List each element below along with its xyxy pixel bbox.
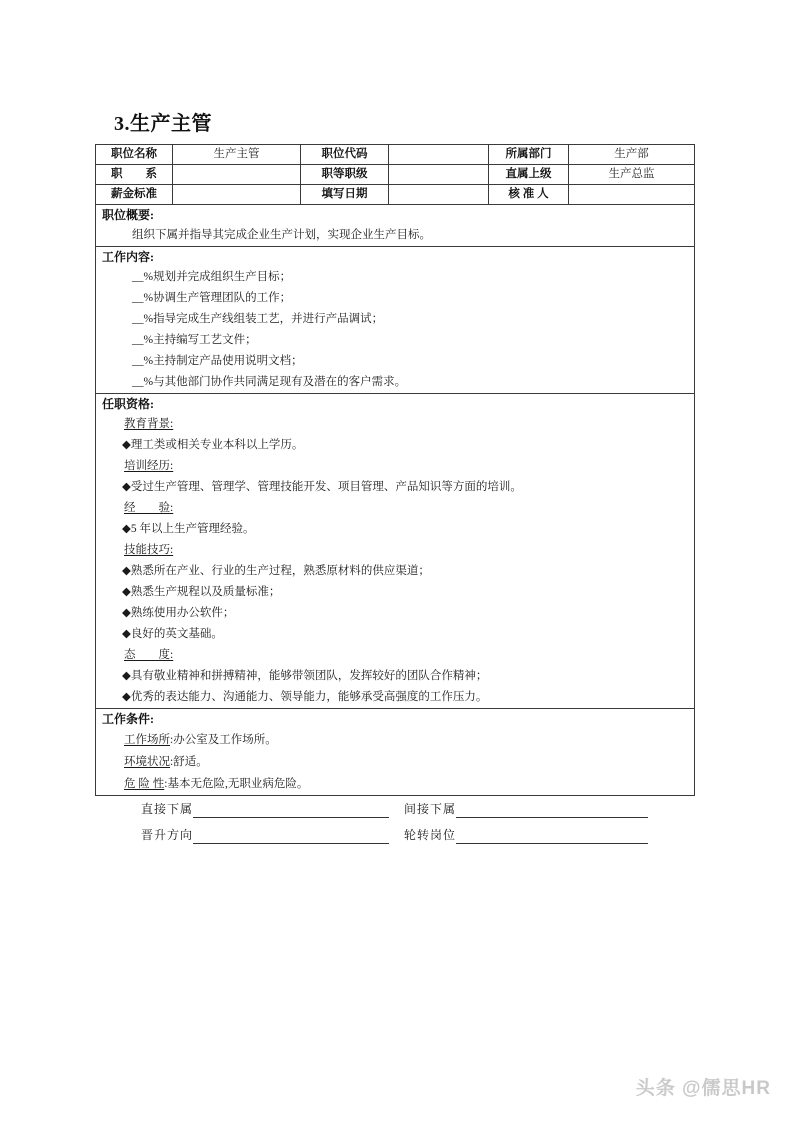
work-condition-environment: 环境状况:舒适。 [124, 756, 208, 768]
cell-label-approver: 核 准 人 [489, 185, 569, 205]
cell-label-job-family: 职 系 [96, 165, 173, 185]
field-rotation-position[interactable] [404, 826, 648, 844]
cell-value-position-code[interactable] [389, 145, 489, 165]
cell-value-job-family[interactable] [173, 165, 301, 185]
qualification-bullet: ◆熟悉生产规程以及质量标准； [122, 586, 281, 598]
qualification-subheading-attitude: 态 度: [124, 649, 174, 661]
qualification-subheading-experience: 经 验: [124, 502, 174, 514]
field-direct-reports[interactable] [141, 800, 389, 818]
direct-reports-label: 直接下属 [141, 802, 194, 816]
duty-item: __%指导完成生产线组装工艺，并进行产品调试； [132, 313, 384, 325]
qualification-bullet: ◆良好的英文基础。 [122, 628, 223, 640]
promotion-path-input[interactable] [193, 830, 389, 844]
indirect-reports-input[interactable] [456, 804, 648, 818]
qualifications-heading: 任职资格: [102, 397, 154, 411]
work-conditions-heading: 工作条件: [102, 712, 154, 726]
cell-label-position-code: 职位代码 [301, 145, 389, 165]
rotation-position-input[interactable] [456, 830, 648, 844]
cell-label-department: 所属部门 [489, 145, 569, 165]
duty-item: __%协调生产管理团队的工作； [132, 292, 292, 304]
table-row [96, 165, 695, 185]
rotation-position-label: 轮转岗位 [404, 828, 457, 842]
cell-value-department[interactable]: 生产部 [569, 145, 695, 165]
duties-heading: 工作内容: [102, 250, 154, 264]
cell-value-position-name[interactable]: 生产主管 [173, 145, 301, 165]
qualification-bullet: ◆优秀的表达能力、沟通能力、领导能力，能够承受高强度的工作压力。 [122, 691, 488, 703]
work-condition-hazard: 危 险 性:基本无危险,无职业病危险。 [124, 778, 309, 790]
cell-label-salary-standard: 薪金标准 [96, 185, 173, 205]
direct-reports-input[interactable] [193, 804, 389, 818]
section-summary [96, 205, 695, 247]
page-title: 3.生产主管 [114, 113, 212, 135]
work-condition-workplace: 工作场所:办公室及工作场所。 [124, 734, 277, 746]
qualification-bullet: ◆具有敬业精神和拼搏精神，能够带领团队，发挥较好的团队合作精神； [122, 670, 488, 682]
field-indirect-reports[interactable] [404, 800, 648, 818]
qualification-bullet: ◆熟悉所在产业、行业的生产过程，熟悉原材料的供应渠道； [122, 565, 430, 577]
cell-label-fill-date: 填写日期 [301, 185, 389, 205]
section-duties [96, 247, 695, 394]
section-qualifications [96, 394, 695, 709]
cell-label-job-grade: 职等职级 [301, 165, 389, 185]
section-work-conditions [96, 709, 695, 796]
signature-row [0, 826, 793, 852]
cell-value-fill-date[interactable] [389, 185, 489, 205]
cell-value-direct-supervisor[interactable]: 生产总监 [569, 165, 695, 185]
signature-row [0, 800, 793, 826]
table-row [96, 145, 695, 165]
section-row-work-conditions [96, 709, 695, 796]
qualification-bullet: ◆受过生产管理、管理学、管理技能开发、项目管理、产品知识等方面的培训。 [122, 481, 522, 493]
duty-item: __%主持制定产品使用说明文档； [132, 355, 303, 367]
qualification-subheading-skills: 技能技巧: [124, 544, 174, 556]
summary-text: 组织下属并指导其完成企业生产计划，实现企业生产目标。 [132, 229, 431, 241]
job-description-table [95, 144, 695, 796]
watermark: 头条 @儒思HR [635, 1078, 771, 1099]
field-promotion-path[interactable] [141, 826, 389, 844]
section-row-duties [96, 247, 695, 394]
signature-area [0, 800, 793, 860]
indirect-reports-label: 间接下属 [404, 802, 457, 816]
table-row [96, 185, 695, 205]
duty-item: __%与其他部门协作共同满足现有及潜在的客户需求。 [132, 376, 407, 388]
qualification-bullet: ◆理工类或相关专业本科以上学历。 [122, 439, 304, 451]
cell-label-position-name: 职位名称 [96, 145, 173, 165]
cell-value-salary-standard[interactable] [173, 185, 301, 205]
qualification-subheading-training: 培训经历: [124, 460, 174, 472]
cell-value-approver[interactable] [569, 185, 695, 205]
section-row-qualifications [96, 394, 695, 709]
qualification-subheading-education: 教育背景: [124, 418, 174, 430]
duty-item: __%规划并完成组织生产目标； [132, 271, 292, 283]
promotion-path-label: 晋升方向 [141, 828, 194, 842]
cell-value-job-grade[interactable] [389, 165, 489, 185]
qualification-bullet: ◆熟练使用办公软件； [122, 607, 235, 619]
cell-label-direct-supervisor: 直属上级 [489, 165, 569, 185]
section-row-summary [96, 205, 695, 247]
qualification-bullet: ◆5 年以上生产管理经验。 [122, 523, 255, 535]
summary-heading: 职位概要: [102, 208, 154, 222]
duty-item: __%主持编写工艺文件； [132, 334, 257, 346]
